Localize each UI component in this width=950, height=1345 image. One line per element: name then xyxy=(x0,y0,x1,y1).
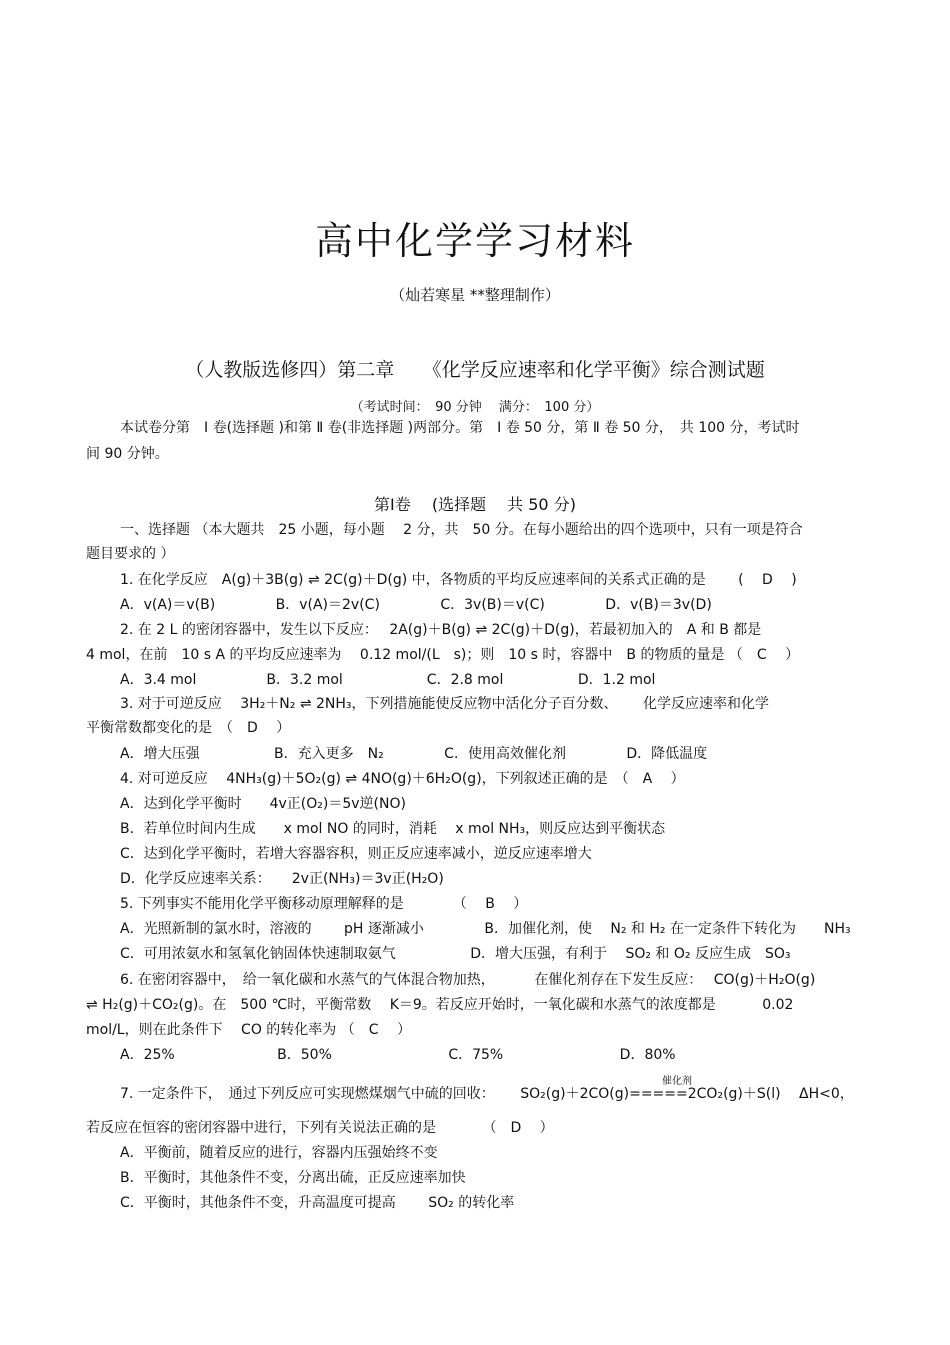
q2-options: A．3.4 mol B．3.2 mol C．2.8 mol D．1.2 mol xyxy=(120,672,656,688)
q1-options: A．v(A)＝v(B) B．v(A)＝2v(C) C．3v(B)＝v(C) D．v(B)＝3v(D) xyxy=(120,597,712,613)
q2-stem-line2: 4 mol，在前 10 s A 的平均反应速率为 0.12 mol/(L s)；则 10 s 时，容器中 B 的物质的量是 （ C ） xyxy=(86,647,800,663)
q4-option-d: D．化学反应速率关系： 2v正(NH₃)＝3v正(H₂O) xyxy=(120,871,444,887)
q7-catalyst-label: 催化剂 xyxy=(662,1076,692,1087)
q4-stem: 4. 对可逆反应 4NH₃(g)＋5O₂(g) ⇌ 4NO(g)＋6H₂O(g)，下列叙述正确的是 （ A ） xyxy=(120,771,685,787)
q7-stem-line1: 7. 一定条件下， 通过下列反应可实现燃煤烟气中硫的回收： SO₂(g)＋2CO(g)=====2CO₂(g)＋S(l) ΔH<0， xyxy=(120,1086,854,1102)
q2-stem-line1: 2. 在 2 L 的密闭容器中，发生以下反应： 2A(g)＋B(g) ⇌ 2C(g)＋D(g)，若最初加入的 A 和 B 都是 xyxy=(120,622,762,638)
q4-option-b: B．若单位时间内生成 x mol NO 的同时，消耗 x mol NH₃，则反应达到平衡状态 xyxy=(120,821,666,837)
q7-option-b: B．平衡时，其他条件不变，分离出硫，正反应速率加快 xyxy=(120,1170,466,1186)
q6-stem-line3: mol/L，则在此条件下 CO 的转化率为 （ C ） xyxy=(86,1022,411,1038)
exam-meta: （考试时间： 90 分钟 满分： 100 分） xyxy=(350,400,600,415)
section-instructions-line1: 一、选择题 （本大题共 25 小题，每小题 2 分，共 50 分。在每小题给出的四个选项中，只有一项是符合 xyxy=(120,522,803,538)
q6-options: A．25% B．50% C．75% D．80% xyxy=(120,1047,676,1063)
main-title: 高中化学学习材料 xyxy=(314,219,635,263)
q7-option-a: A．平衡前，随着反应的进行，容器内压强始终不变 xyxy=(120,1145,438,1161)
subtitle: （灿若寒星 **整理制作） xyxy=(390,286,560,304)
q3-stem-line2: 平衡常数都变化的是 （ D ） xyxy=(86,720,291,736)
q5-options-ab: A．光照新制的氯水时，溶液的 pH 逐渐减小 B．加催化剂，使 N₂ 和 H₂ 在一定条件下转化为 NH₃ xyxy=(120,921,851,937)
q1-stem: 1. 在化学反应 A(g)＋3B(g) ⇌ 2C(g)＋D(g) 中，各物质的平均反应速率间的关系式正确的是 ( D ) xyxy=(120,572,797,588)
q7-option-c: C．平衡时，其他条件不变，升高温度可提高 SO₂ 的转化率 xyxy=(120,1195,515,1211)
section-instructions-line2: 题目要求的 ） xyxy=(86,546,175,562)
q5-stem: 5. 下列事实不能用化学平衡移动原理解释的是 （ B ） xyxy=(120,896,528,912)
exam-title: （人教版选修四）第二章 《化学反应速率和化学平衡》综合测试题 xyxy=(185,359,765,381)
q3-stem-line1: 3. 对于可逆反应 3H₂＋N₂ ⇌ 2NH₃，下列措施能使反应物中活化分子百分数、 化学反应速率和化学 xyxy=(120,696,769,712)
q4-option-c: C．达到化学平衡时，若增大容器容积，则正反应速率减小，逆反应速率增大 xyxy=(120,846,592,862)
q4-option-a: A．达到化学平衡时 4v正(O₂)＝5v逆(NO) xyxy=(120,796,406,812)
q5-options-cd: C．可用浓氨水和氢氧化钠固体快速制取氨气 D．增大压强，有利于 SO₂ 和 O₂ 反应生成 SO₃ xyxy=(120,946,791,962)
q6-stem-line2: ⇌ H₂(g)＋CO₂(g)。在 500 ℃时，平衡常数 K＝9。若反应开始时，一氧化碳和水蒸气的浓度都是 0.02 xyxy=(86,997,794,1013)
exam-intro-line1: 本试卷分第 Ⅰ 卷(选择题 )和第 Ⅱ 卷(非选择题 )两部分。第 Ⅰ 卷 50 分，第 Ⅱ 卷 50 分， 共 100 分，考试时 xyxy=(120,420,800,436)
exam-intro-line2: 间 90 分钟。 xyxy=(86,446,169,462)
q7-stem-line2: 若反应在恒容的密闭容器中进行，下列有关说法正确的是 （ D ） xyxy=(86,1120,554,1136)
q3-options: A．增大压强 B．充入更多 N₂ C．使用高效催化剂 D．降低温度 xyxy=(120,746,708,762)
q6-stem-line1: 6. 在密闭容器中， 给一氧化碳和水蒸气的气体混合物加热， 在催化剂存在下发生反应： CO(g)＋H₂O(g) xyxy=(120,972,816,988)
section-title: 第Ⅰ卷 (选择题 共 50 分) xyxy=(374,495,576,514)
